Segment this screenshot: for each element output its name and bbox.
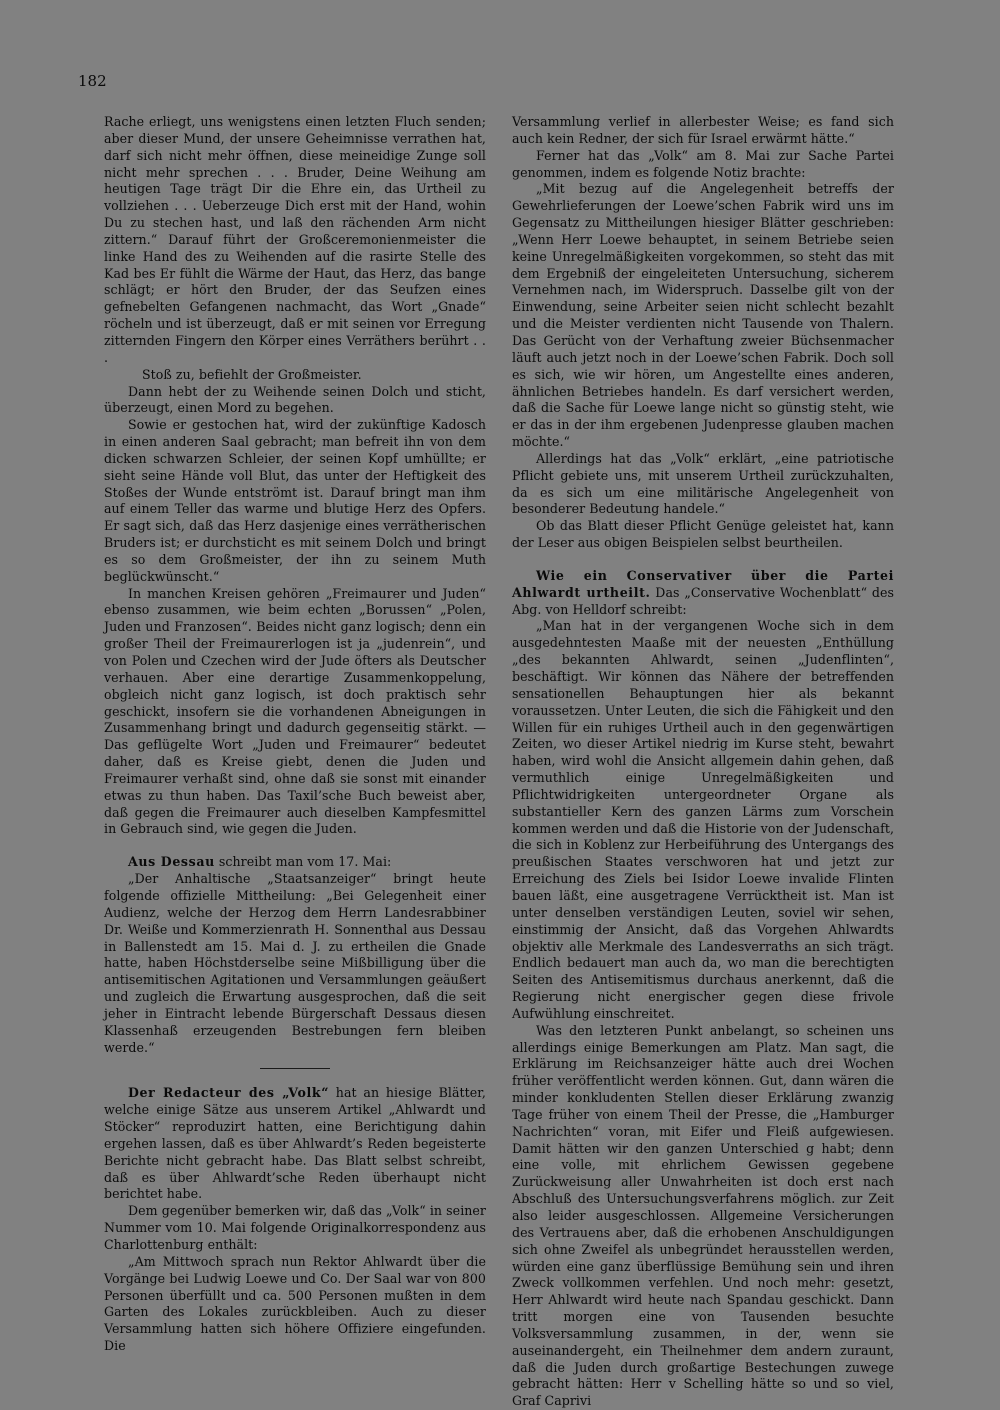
right-column [512,114,894,1410]
article-text: schreibt man vom 17. Mai: [214,854,392,870]
article-paragraph [104,1085,486,1203]
paragraph: Dann hebt der zu Weihende seinen Dolch und sticht, überzeugt, einen Mord zu begehen. [104,383,486,416]
paragraph: Allerdings hat das „Volk“ erklärt, „eine patriotische Pflicht gebiete uns, mit unserem Urtheil zurückzuhalten, da es sich um eine militärische Angelegenheit von besonderer Bedeutung handele.“ [512,450,894,517]
paragraph: Dem gegenüber bemerken wir, daß das „Volk“ in seiner Nummer vom 10. Mai folgende Originalkorrespondenz aus Charlottenburg enthält: [104,1203,486,1252]
paragraph: In manchen Kreisen gehören „Freimaurer und Juden“ ebenso zusammen, wie beim echten „Borussen“ „Polen, Juden und Franzosen“. Beides nicht ganz logisch; denn ein großer Theil der Freimaurerlogen ist ja „judenrein“, und von Polen und Czechen wird der Jude öfters als Deutscher verhauen. Aber eine derartige Zusammenkoppelung, obgleich nicht ganz logisch, ist doch praktisch sehr geschickt, insofern sie die vorhandenen Abneigungen in Zusammenhang bringt und dadurch gegenseitig stärkt. — Das geflügelte Wort „Juden und Freimaurer“ bedeutet daher, daß es Kreise giebt, denen die Juden und Freimaurer verhaßt sind, ohne daß sie sonst mit einander etwas zu thun haben. Das Taxil’sche Buch beweist aber, daß gegen die Freimaurer auch dieselben Kampfesmittel in Gebrauch sind, wie gegen die Juden. [104,585,486,837]
left-column [104,114,486,1355]
section-divider [260,1068,330,1069]
article-text: Das „Conservative Wochenblatt“ des Abg. von Helldorf schreibt: [512,584,895,617]
article-paragraph [104,854,486,871]
article-paragraph [512,568,894,619]
paragraph: „Mit bezug auf die Angelegenheit betreffs der Gewehrlieferungen der Loewe’schen Fabrik wird uns im Gegensatz zu Mittheilungen hiesiger Blätter geschrieben: „Wenn Herr Loewe behauptet, in seinem Betriebe seien keine Unregelmäßigkeiten vorgekommen, so steht das mit dem Ergebniß der eingeleiteten Untersuchung, sicherem Vernehmen nach, im Widerspruch. Dasselbe gilt von der Einwendung, seine Arbeiter seien nicht schlecht bezahlt und die Meister verdienten nicht Tausende von Thalern. Das Gerücht von der Verhaftung zweier Büchsenmacher läuft auch jetzt noch in der Loewe’schen Fabrik. Doch soll es sich, wie wir hören, um Angestellte eines anderen, ähnlichen Betriebes handeln. Es darf versichert werden, daß die Sache für Loewe lange nicht so günstig steht, wie er das in der ihm ergebenen Judenpresse glauben machen möchte.“ [512,181,894,450]
paragraph: „Am Mittwoch sprach nun Rektor Ahlwardt über die Vorgänge bei Ludwig Loewe und Co. Der Saal war von 800 Personen überfüllt und ca. 500 Personen mußten in dem Garten des Lokales zurückbleiben. Auch zu dieser Versammlung hatten sich höhere Offiziere eingefunden. Die [104,1253,486,1354]
paragraph: Ob das Blatt dieser Pflicht Genüge geleistet hat, kann der Leser aus obigen Beispielen selbst beurtheilen. [512,518,894,551]
paragraph: Was den letzteren Punkt anbelangt, so scheinen uns allerdings einige Bemerkungen am Platz. Man sagt, die Erklärung im Reichsanzeiger hätte auch drei Wochen früher veröffentlicht werden können. Gut, dann wären die minder konkludenten Stellen dieser Erklärung zwanzig Tage früher von einem Theil der Presse, die „Hamburger Nachrichten“ voran, mit Eifer und Fleiß aufgewiesen. Damit hätten wir den ganzen Unterschied g habt; denn eine volle, mit ehrlichem Gewissen gegebene Zurückweisung aller Unwahrheiten ist doch erst nach Abschluß des Untersuchungsverfahrens möglich. zur Zeit also leider ausgeschlossen. Allgemeine Versicherungen des Vertrauens aber, daß die erhobenen Anschuldigungen sich ohne Zweifel als unbegründet herausstellen werden, würden eine ganz überflüssige Bemühung sein und ihren Zweck vollkommen verfehlen. Und noch mehr: gesetzt, Herr Ahlwardt wird heute nach Spandau geschickt. Dann tritt morgen eine von Tausenden besuchte Volksversammlung zusammen, in der, wenn sie auseinandergeht, ein Theilnehmer dem andern zuraunt, daß die Juden durch großartige Bestechungen zuwege gebracht hätten: Herr v Schelling hätte so und so viel, Graf Caprivi [512,1022,894,1409]
paragraph: Rache erliegt, uns wenigstens einen letzten Fluch senden; aber dieser Mund, der unsere Geheimnisse verrathen hat, darf sich nicht mehr öffnen, diese meineidige Zunge soll nicht mehr sprechen . . . Bruder, Deine Weihung am heutigen Tage trägt Dir die Ehre ein, das Urtheil zu vollziehen . . . Ueberzeuge Dich erst mit der Hand, wohin Du zu stechen hast, und laß den rächenden Arm nicht zittern.“ Darauf führt der Großceremonienmeister die linke Hand des zu Weihenden auf die rasirte Stelle des Kad bes Er fühlt die Wärme der Haut, das Herz, das bange schlägt; er hört den Bruder, der das Seufzen eines gefnebelten Gefangenen nachmacht, das Wort „Gnade“ röcheln und ist überzeugt, daß er mit seinen vor Erregung zitternden Fingern den Körper eines Verräthers berührt . . . [104,114,486,365]
article-heading: Der Redacteur des „Volk“ [128,1085,330,1101]
paragraph: „Man hat in der vergangenen Woche sich in dem ausgedehntesten Maaße mit der neuesten „Enthüllung „des bekannten Ahlwardt, seinen „Judenflinten“, beschäftigt. Wir können das Nähere der betreffenden sensationellen Behauptungen hier als bekannt voraussetzen. Unter Leuten, die sich die Fähigkeit und den Willen für ein ruhiges Urtheil auch in den gegenwärtigen Zeiten, wo dieser Artikel niedrig im Kurse steht, bewahrt haben, wird wohl die Ansicht allgemein dahin gehen, daß vermuthlich einige Unregelmäßigkeiten und Pflichtwidrigkeiten untergeordneter Organe als substantieller Kern des ganzen Lärms zum Vorschein kommen werden und daß die Historie von der Judenschaft, die sich in Koblenz zur Herbeiführung des Untergangs des preußischen Staates verschworen hat und jetzt zur Erreichung des Ziels bei Isidor Loewe invalide Flinten bauen läßt, eine ausgetragene Verrücktheit ist. Man ist unter denselben verständigen Leuten, soviel wir sehen, einstimmig der Ansicht, daß das Vorgehen Ahlwardts objektiv alle Merkmale des Landesverraths an sich trägt. Endlich bedauert man auch da, wo man die berechtigten Seiten des Antisemitismus durchaus anerkennt, daß die Regierung nicht energischer gegen diese frivole Aufwühlung einschreitet. [512,618,894,1021]
paragraph: Ferner hat das „Volk“ am 8. Mai zur Sache Partei genommen, indem es folgende Notiz brachte: [512,147,894,180]
page-number: 182 [78,72,107,90]
article-heading: Wie ein Conservativer über die Partei Ahlwardt urtheilt. [512,567,894,600]
article-text: hat an hiesige Blätter, welche einige Sätze aus unserem Artikel „Ahlwardt und Stöcker“ reproduzirt hatten, eine Berichtigung dahin ergehen lassen, daß es über Ahlwardt’s Reden begeisterte Berichte nicht gebracht habe. Das Blatt selbst schreibt, daß es über Ahlwardt’sche Reden überhaupt nicht berichtet habe. [104,1085,486,1202]
paragraph: „Der Anhaltische „Staatsanzeiger“ bringt heute folgende offizielle Mittheilung: „Bei Gelegenheit einer Audienz, welche der Herzog dem Herrn Landesrabbiner Dr. Weiße und Kommerzienrath H. Sonnenthal aus Dessau in Ballenstedt am 15. Mai d. J. zu ertheilen die Gnade hatte, haben Höchstderselbe seine Mißbilligung über die antisemitischen Agitationen und Versammlungen geäußert und zugleich die Erwartung ausgesprochen, daß die seit jeher in Eintracht lebende Bürgerschaft Dessaus diesen Klassenhaß erzeugenden Bestrebungen fern bleiben werde.“ [104,871,486,1055]
paragraph: Stoß zu, befiehlt der Großmeister. [142,366,362,382]
article-heading: Aus Dessau [128,854,215,870]
paragraph: Versammlung verlief in allerbester Weise; es fand sich auch kein Redner, der sich für Israel erwärmt hätte.“ [512,114,894,146]
paragraph: Sowie er gestochen hat, wird der zukünftige Kadosch in einen anderen Saal gebracht; man befreit ihn von dem dicken schwarzen Schleier, der seinen Kopf umhüllte; er sieht seine Hände voll Blut, das unter der Heftigkeit des Stoßes der Wunde entströmt ist. Darauf bringt man ihm auf einem Teller das warme und blutige Herz des Opfers. Er sagt sich, daß das Herz dasjenige eines verrätherischen Bruders ist; er durchsticht es mit seinem Dolch und bringt es so dem Großmeister, der ihn zu seinem Muth beglückwünscht.“ [104,417,486,584]
